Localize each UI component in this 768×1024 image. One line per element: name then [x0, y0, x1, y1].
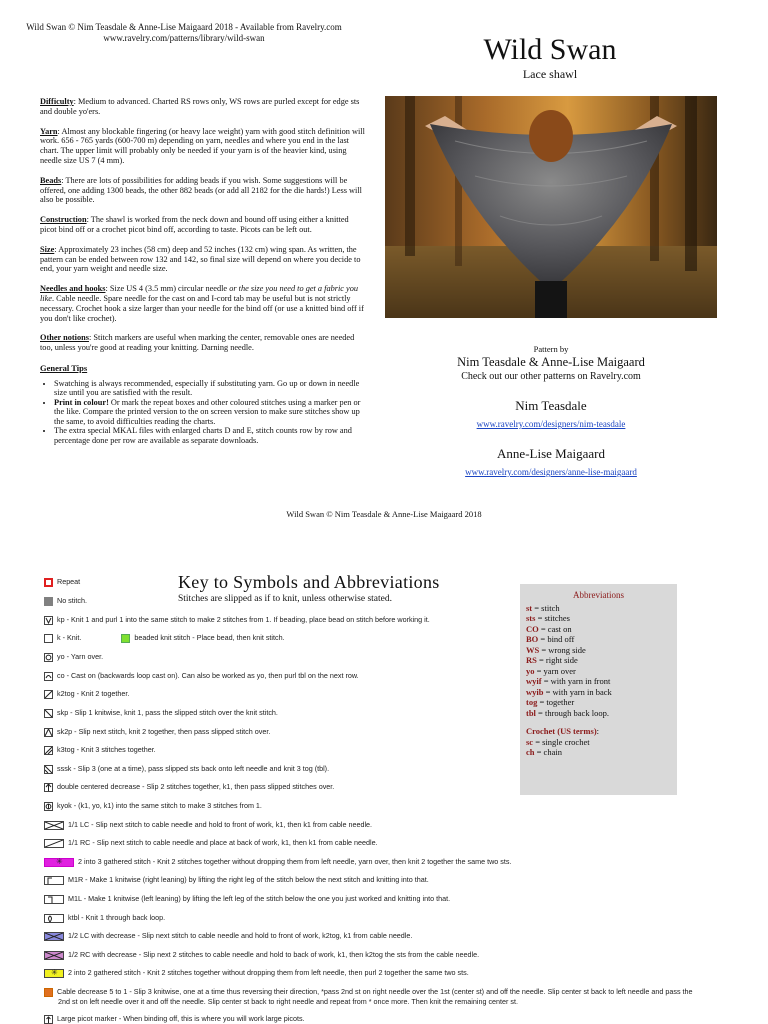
key-row: k3tog - Knit 3 stitches together. [44, 745, 156, 755]
key-row: 1/1 LC - Slip next stitch to cable needle and hold to front of work, k1, then k1 from cable needle. [44, 820, 372, 830]
key-row: Cable decrease 5 to 1 - Slip 3 knitwise, one at a time thus reversing their direction, *pass 2nd st on right needle over the 1st (center st) and off the needle. Slip center st back to left needle and pass the [44, 987, 693, 997]
abbreviations-title: Abbreviations [573, 590, 624, 600]
info-difficulty: Difficulty: Medium to advanced. Charted RS rows only, WS rows are purled except for edge sts and double yo'ers. [40, 97, 360, 116]
header-copyright: Wild Swan © Nim Teasdale & Anne-Lise Maigaard 2018 - Available from Ravelry.com [26, 22, 342, 32]
sssk-icon [44, 765, 53, 774]
credits [385, 344, 717, 480]
repeat-box-icon [44, 578, 53, 587]
key-subtitle: Stitches are slipped as if to knit, unless otherwise stated. [178, 594, 392, 604]
key-row: double centered decrease - Slip 2 stitches together, k1, then pass slipped stitches over. [44, 782, 334, 792]
abbr-item: BO = bind off [526, 634, 575, 644]
key-row: ✳ 2 into 3 gathered stitch - Knit 2 stitches together without dropping them from left needle, yarn over, then knit 2 together the same two sts. [44, 857, 512, 867]
m1l-icon [44, 895, 64, 904]
info-notions: Other notions: Stitch markers are useful when marking the center, removable ones are needed too, unless you're good at reading your knitting. Darning needle. [40, 333, 355, 353]
abbr-item: wyib = with yarn in back [526, 686, 612, 697]
designer-names: Nim Teasdale & Anne-Lise Maigaard [457, 355, 645, 369]
info-size: Size: Approximately 23 inches (58 cm) deep and 52 inches (132 cm) wing span. As written, the pattern can be ended between row 132 and 142, so final size will depend on where you decide to end, your yarn weight and needle size. [40, 244, 361, 274]
key-row: 1/2 LC with decrease - Slip next stitch to cable needle and hold to front of work, k2tog, k1 from cable needle. [44, 931, 412, 941]
lc-cable-icon [44, 821, 64, 830]
key-repeat: Repeat [44, 577, 80, 587]
key-row: kyok - (k1, yo, k1) into the same stitch to make 3 stitches from 1. [44, 801, 262, 811]
key-row: co - Cast on (backwards loop cast on). Can also be worked as yo, then purl tbl on the next row. [44, 671, 359, 681]
sk2p-icon [44, 728, 53, 737]
designer1-name: Nim Teasdale [515, 398, 587, 413]
abbr-item: sc = single crochet [526, 736, 590, 747]
key-row: 1/2 RC with decrease - Slip next 2 stitches to cable needle and hold to back of work, k1, then k2tog the sts from the cable needle. [44, 950, 479, 960]
k3tog-icon [44, 746, 53, 755]
key-row: skp - Slip 1 knitwise, knit 1, pass the slipped stitch over the knit stitch. [44, 708, 278, 718]
key-row: ✳ 2 into 2 gathered stitch - Knit 2 stitches together without dropping them from left needle, then purl 2 together the same two sts. [44, 968, 469, 978]
kyok-icon [44, 802, 53, 811]
abbr-item: ch = chain [526, 747, 562, 757]
abbr-item: yo = yarn over [526, 665, 576, 676]
page-footer: Wild Swan © Nim Teasdale & Anne-Lise Maigaard 2018 [286, 509, 482, 519]
yarn-over-icon [44, 653, 53, 662]
gathered-2-icon: ✳ [44, 969, 64, 978]
info-construction: Construction: The shawl is worked from the neck down and bound off using either a knitted picot bind off or a crochet picot bind off, according to taste. Picots can be left out. [40, 215, 349, 234]
gathered-3-icon: ✳ [44, 858, 74, 867]
key-title: Key to Symbols and Abbreviations [178, 572, 440, 592]
key-row: k - Knit. beaded knit stitch - Place bead, then knit stitch. [44, 633, 285, 643]
key-row: 1/1 RC - Slip next stitch to cable needle and place at back of work, k1, then k1 from cable needle. [44, 838, 378, 848]
key-row: kp - Knit 1 and purl 1 into the same stitch to make 2 stitches from 1. If beading, place bead on stitch before working it. [44, 615, 430, 625]
cast-on-icon [44, 672, 53, 681]
pattern-by: Pattern by [533, 344, 569, 354]
pattern-title: Wild Swan [483, 33, 617, 66]
no-stitch-icon [44, 597, 53, 606]
general-tips [40, 363, 365, 446]
key-row: ktbl - Knit 1 through back loop. [44, 913, 165, 923]
key-row-cont: 2nd st on left needle over it and off the needle. Slip center st back to right needle and repeat from * once more. Then knit the remaining center st. [58, 997, 519, 1006]
double-decrease-icon [44, 783, 53, 792]
designer2-link[interactable]: www.ravelry.com/designers/anne-lise-maigaard [465, 467, 637, 477]
abbr-item: tog = together [526, 697, 575, 707]
lc-decrease-icon [44, 932, 64, 941]
key-row: M1L - Make 1 knitwise (left leaning) by lifting the left leg of the stitch below the one you just worked and knitting into that. [44, 894, 450, 904]
key-nostitch: No stitch. [44, 596, 87, 606]
rc-cable-icon [44, 839, 64, 848]
rc-decrease-icon [44, 951, 64, 960]
key-row: yo - Yarn over. [44, 652, 103, 662]
abbr-item: WS = wrong side [526, 644, 586, 655]
pattern-info [40, 97, 365, 445]
designer2-name: Anne-Lise Maigaard [497, 446, 605, 461]
info-yarn: Yarn: Almost any blockable fingering (or heavy lace weight) yarn with good stitch definition will work. 656 - 765 yards (600-700 m) depending on yarn, needles and where you end in the last chart. The upper limit will probably only be needed if your yarn is of the heavier kind, using needle size US 7 (4 mm). [40, 126, 365, 165]
crochet-heading: Crochet (US terms): [526, 726, 600, 736]
key-row: sssk - Slip 3 (one at a time), pass slipped sts back onto left needle and knit 3 tog (tbl). [44, 764, 329, 774]
info-beads: Beads: There are lots of possibilities for adding beads if you wish. Some suggestions will be offered, one adding 1300 beads, the other 882 beads (or add all 2182 for the die hards!) Less will also be possible. [40, 175, 362, 205]
abbr-item: st = stitch [526, 602, 560, 613]
skp-icon [44, 709, 53, 718]
header-url: www.ravelry.com/patterns/library/wild-swan [103, 33, 265, 43]
tips-heading: General Tips [40, 362, 88, 373]
tip-item: • Print in colour! Or mark the repeat boxes and other coloured stitches using a marker pen or the like. Compare the printed version to the on screen version to make sure stitches show up the same, to avoid difficulties reading the charts. [54, 398, 365, 427]
abbr-item: sts = stitches [526, 613, 570, 623]
ktbl-icon [44, 914, 64, 923]
kp-icon [44, 616, 53, 625]
designer1-link[interactable]: www.ravelry.com/designers/nim-teasdale [476, 419, 626, 429]
picot-marker-icon [44, 1015, 53, 1024]
k2tog-icon [44, 690, 53, 699]
tip-item: • The extra special MKAL files with enlarged charts D and E, stitch counts row by row and percentage done per row are available as separate downloads. [54, 426, 365, 445]
knit-icon [44, 634, 53, 643]
page-header [14, 22, 354, 44]
abbr-item: CO = cast on [526, 623, 572, 634]
abbr-item: wyif = with yarn in front [526, 676, 611, 686]
shawl-photo [385, 96, 717, 318]
tip-item: • Swatching is always recommended, especially if substituting yarn. Go up or down in needle size until you are satisfied with the result. [54, 379, 365, 398]
bead-icon [121, 634, 130, 643]
abbr-item: RS = right side [526, 655, 578, 665]
shawl-photo-image [385, 96, 717, 318]
check-patterns: Check out our other patterns on Ravelry.com [461, 371, 641, 382]
key-row: M1R - Make 1 knitwise (right leaning) by lifting the right leg of the stitch below the next stitch and knitting into that. [44, 875, 429, 885]
key-row: Large picot marker - When binding off, this is where you will work large picots. [44, 1014, 305, 1024]
abbreviations-box [520, 584, 677, 795]
pattern-subtitle: Lace shawl [522, 67, 578, 81]
key-row: k2tog - Knit 2 together. [44, 689, 129, 699]
key-row: sk2p - Slip next stitch, knit 2 together, then pass slipped stitch over. [44, 727, 270, 737]
cable-decrease-icon [44, 988, 53, 997]
info-needles: Needles and hooks: Size US 4 (3.5 mm) circular needle or the size you need to get a fabric you like. Cable needle. Spare needle for the cast on and I-cord tab may be useful but is not strictly necessary. Crochet hook a size larger than your needle for the bind off (or use a knitted bind off if you don't like crochet). [40, 284, 364, 323]
abbr-item: tbl = through back loop. [526, 707, 609, 718]
m1r-icon [44, 876, 64, 885]
